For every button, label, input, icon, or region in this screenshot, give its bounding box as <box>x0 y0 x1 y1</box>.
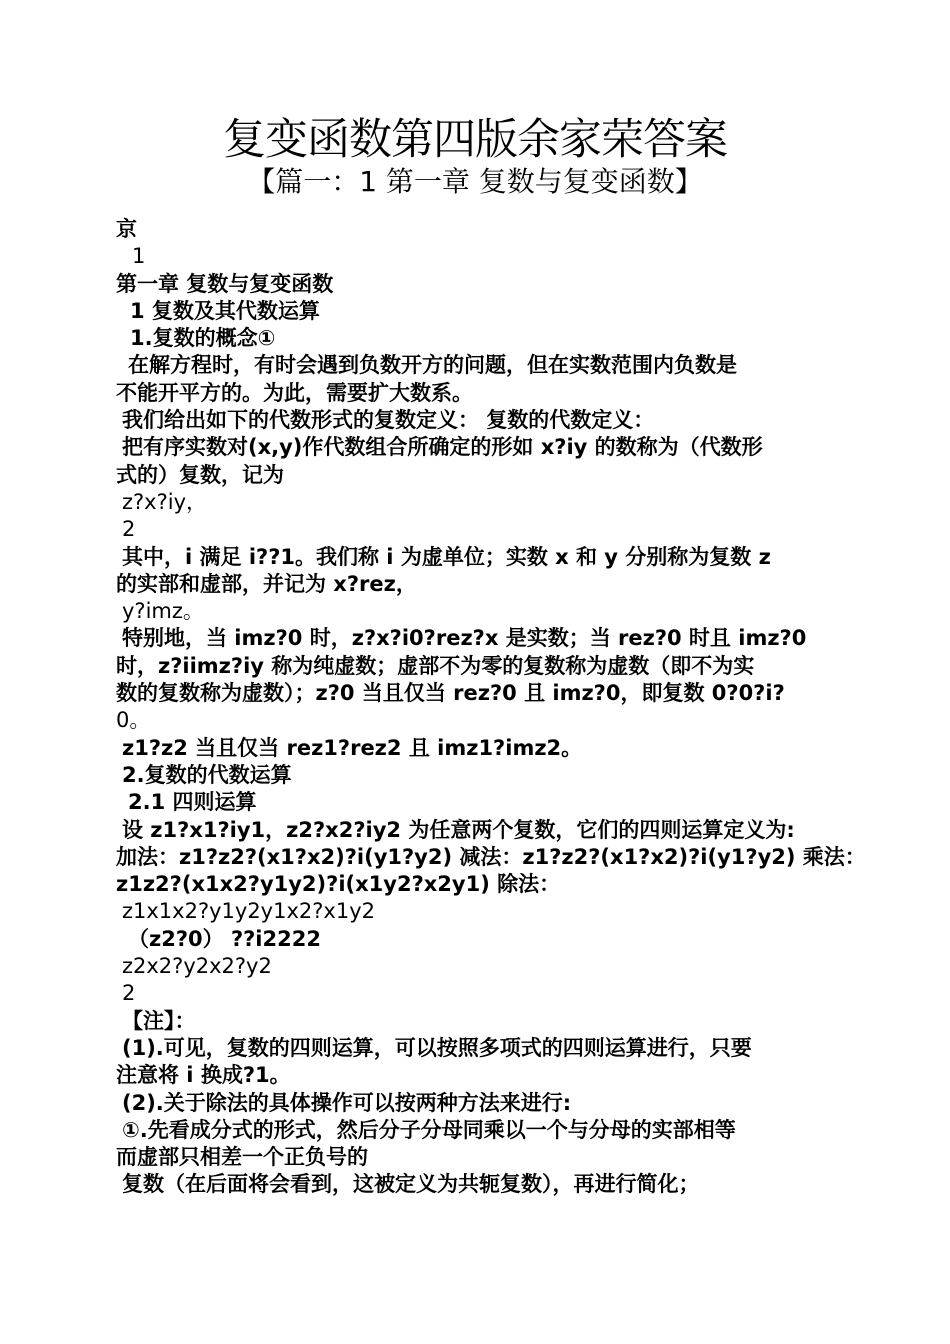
text-line: 设 z1?x1?iy1，z2?x2?iy2 为任意两个复数，它们的四则运算定义为: <box>122 817 795 842</box>
text-line: 数的复数称为虚数）；z?0 当且仅当 rez?0 且 imz?0，即复数 0?0?i? <box>116 681 785 706</box>
document-body <box>116 216 866 1199</box>
text-line: 0。 <box>116 708 151 733</box>
text-line: 京 <box>116 217 137 241</box>
document-subtitle: 【篇一：1 第一章 复数与复变函数】 <box>247 165 703 198</box>
text-line: 注意将 i 换成?1。 <box>116 1063 291 1088</box>
text-line: 其中，i 满足 i??1。我们称 i 为虚单位；实数 x 和 y 分别称为复数 z <box>122 544 771 569</box>
text-line: 1.复数的概念① <box>130 326 276 351</box>
text-line: 复数（在后面将会看到，这被定义为共轭复数），再进行简化； <box>122 1172 700 1197</box>
text-line: z2x2?y2x2?y2 <box>122 954 272 979</box>
text-line: z1x1x2?y1y2y1x2?x1y2 <box>122 899 375 924</box>
text-line: 2 <box>122 517 136 542</box>
text-line: 把有序实数对(x,y)作代数组合所确定的形如 x?iy 的数称为（代数形 <box>122 435 763 460</box>
text-line: 加法：z1?z2?(x1?x2)?i(y1?y2) 减法：z1?z2?(x1?x2)?i(y1?y2) 乘法： <box>116 844 866 869</box>
document-title: 复变函数第四版余家荣答案 <box>223 115 727 165</box>
text-line: 时，z?iimz?iy 称为纯虚数；虚部不为零的复数称为虚数（即不为实 <box>116 653 755 678</box>
text-line: 第一章 复数与复变函数 <box>116 271 334 296</box>
text-line: 式的）复数，记为 <box>116 462 284 487</box>
text-line: (2).关于除法的具体操作可以按两种方法来进行: <box>122 1090 572 1115</box>
text-line: 2.复数的代数运算 <box>122 762 292 787</box>
text-line: 2.1 四则运算 <box>128 790 257 815</box>
text-line: y?imz。 <box>122 599 204 624</box>
text-line: z1z2?(x1x2?y1y2)?i(x1y2?x2y1) 除法： <box>116 872 561 897</box>
text-line: z?x?iy， <box>122 489 208 514</box>
text-line: (1).可见，复数的四则运算，可以按照多项式的四则运算进行，只要 <box>122 1035 752 1060</box>
text-line: z1?z2 当且仅当 rez1?rez2 且 imz1?imz2。 <box>122 735 583 760</box>
text-line: 1 复数及其代数运算 <box>130 298 320 323</box>
text-line: 我们给出如下的代数形式的复数定义： 复数的代数定义： <box>122 408 655 433</box>
text-line: 而虚部只相差一个正负号的 <box>116 1145 368 1170</box>
text-line: 1 <box>132 244 146 269</box>
text-line: （z2?0） ??i2222 <box>128 926 321 951</box>
text-line: 2 <box>122 981 136 1006</box>
text-line: 在解方程时，有时会遇到负数开方的问题，但在实数范围内负数是 <box>128 353 737 378</box>
text-line: 的实部和虚部，并记为 x?rez， <box>116 571 417 596</box>
text-line: ①.先看成分式的形式，然后分子分母同乘以一个与分母的实部相等 <box>122 1117 736 1142</box>
text-line: 特别地，当 imz?0 时，z?x?i0?rez?x 是实数；当 rez?0 时且 imz?0 <box>122 626 807 651</box>
text-line: 不能开平方的。为此，需要扩大数系。 <box>116 380 473 405</box>
text-line: 【注】： <box>122 1008 196 1033</box>
